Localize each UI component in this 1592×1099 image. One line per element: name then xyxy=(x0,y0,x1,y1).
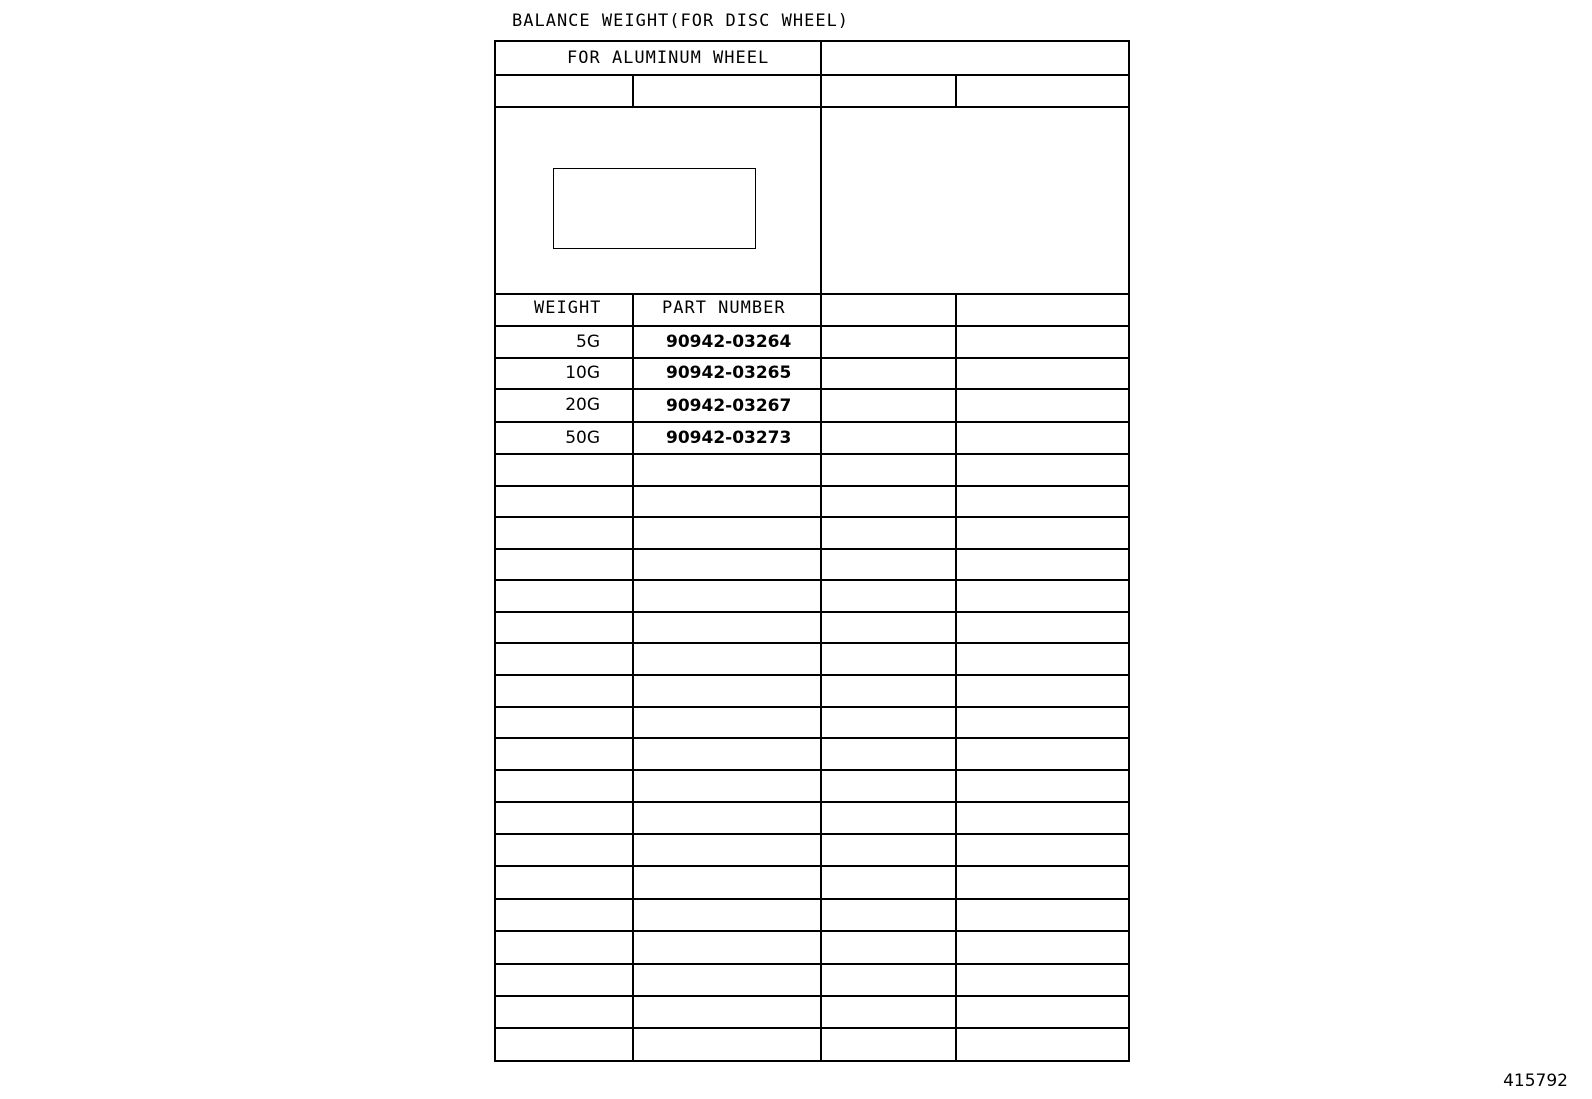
column-header-part-number: PART NUMBER xyxy=(662,298,786,318)
table-row-divider xyxy=(494,485,1130,487)
table-row-divider xyxy=(494,769,1130,771)
table-column-divider xyxy=(632,293,634,1060)
table-column-divider xyxy=(632,74,634,106)
table-row-divider xyxy=(494,642,1130,644)
table-row-divider xyxy=(494,579,1130,581)
column-header-weight: WEIGHT xyxy=(534,298,602,318)
table-row-part-number[interactable]: 90942-03273 xyxy=(666,428,792,448)
table-row-divider xyxy=(494,611,1130,613)
table-row-divider xyxy=(494,801,1130,803)
table-row-part-number[interactable]: 90942-03264 xyxy=(666,332,792,352)
table-row-divider xyxy=(494,293,1130,295)
table-row-part-number[interactable]: 90942-03265 xyxy=(666,363,792,383)
table-row-divider xyxy=(494,357,1130,359)
table-row-weight: 5G xyxy=(576,332,600,352)
table-row-weight: 20G xyxy=(565,395,600,415)
table-row-divider xyxy=(494,995,1130,997)
table-row-weight: 10G xyxy=(565,363,600,383)
table-row-divider xyxy=(494,898,1130,900)
table-row-weight: 50G xyxy=(565,428,600,448)
table-row-divider xyxy=(494,930,1130,932)
table-row-divider xyxy=(494,388,1130,390)
table-row-divider xyxy=(494,706,1130,708)
table-row-divider xyxy=(494,963,1130,965)
table-row-divider xyxy=(494,865,1130,867)
table-row-divider xyxy=(494,548,1130,550)
table-column-divider xyxy=(955,293,957,1060)
diagram-title: BALANCE WEIGHT(FOR DISC WHEEL) xyxy=(512,11,850,31)
table-row-divider xyxy=(494,74,1130,76)
table-row-divider xyxy=(494,1027,1130,1029)
table-row-divider xyxy=(494,737,1130,739)
table-row-divider xyxy=(494,421,1130,423)
table-column-divider xyxy=(820,40,822,1060)
table-row-divider xyxy=(494,325,1130,327)
table-row-divider xyxy=(494,516,1130,518)
table-border-left xyxy=(494,40,496,1062)
table-row-part-number[interactable]: 90942-03267 xyxy=(666,396,792,416)
table-border-bottom xyxy=(494,1060,1130,1062)
table-row-divider xyxy=(494,453,1130,455)
table-border-right xyxy=(1128,40,1130,1062)
table-row-divider xyxy=(494,833,1130,835)
table-border-top xyxy=(494,40,1130,42)
table-row-divider xyxy=(494,106,1130,108)
section-header-aluminum-wheel: FOR ALUMINUM WHEEL xyxy=(567,48,770,68)
table-column-divider xyxy=(955,74,957,106)
diagram-id: 415792 xyxy=(1503,1071,1568,1091)
table-row-divider xyxy=(494,674,1130,676)
part-image-placeholder xyxy=(553,168,756,249)
